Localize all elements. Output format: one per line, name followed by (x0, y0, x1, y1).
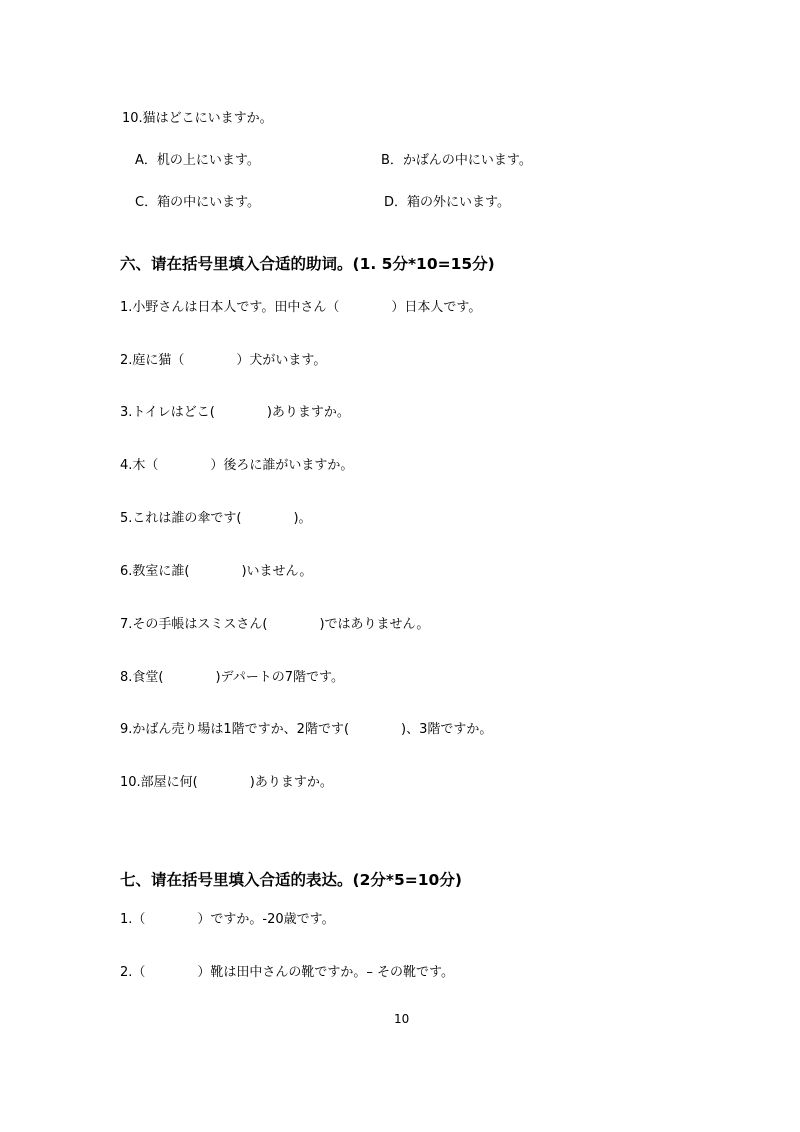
section-6-item-1: 1.小野さんは日本人です。田中さん（ ）日本人です。 (120, 300, 482, 315)
section-7-item-2: 2.（ ）靴は田中さんの靴ですか。– その靴です。 (120, 965, 454, 980)
option-a: A．机の上にいます。 (135, 153, 260, 168)
section-6-item-10: 10.部屋に何( )ありますか。 (120, 775, 333, 790)
section-6-item-6: 6.教室に誰( )いません。 (120, 564, 313, 579)
section-6-item-7: 7.その手帳はスミスさん( )ではありません。 (120, 617, 430, 632)
section-6-item-2: 2.庭に猫（ ）犬がいます。 (120, 353, 327, 368)
question-10: 10.猫はどこにいますか。 (122, 111, 273, 126)
section-6-item-9: 9.かばん売り場は1階ですか、2階です( )、3階ですか。 (120, 722, 493, 737)
section-6-item-3: 3.トイレはどこ( )ありますか。 (120, 405, 350, 420)
section-7-item-1: 1.（ ）ですか。-20歳です。 (120, 912, 335, 927)
option-d: D．箱の外にいます。 (384, 195, 510, 210)
section-6-heading: 六、请在括号里填入合适的助词。(1. 5分*10=15分) (120, 255, 495, 273)
section-6-item-5: 5.これは誰の傘です( )。 (120, 511, 312, 526)
section-7-heading: 七、请在括号里填入合适的表达。(2分*5=10分) (120, 871, 462, 889)
section-6-item-4: 4.木（ ）後ろに誰がいますか。 (120, 458, 354, 473)
section-6-item-8: 8.食堂( )デパートの7階です。 (120, 670, 344, 685)
option-b: B．かばんの中にいます。 (381, 153, 532, 168)
page-number: 10 (394, 1012, 410, 1026)
option-c: C．箱の中にいます。 (135, 195, 261, 210)
